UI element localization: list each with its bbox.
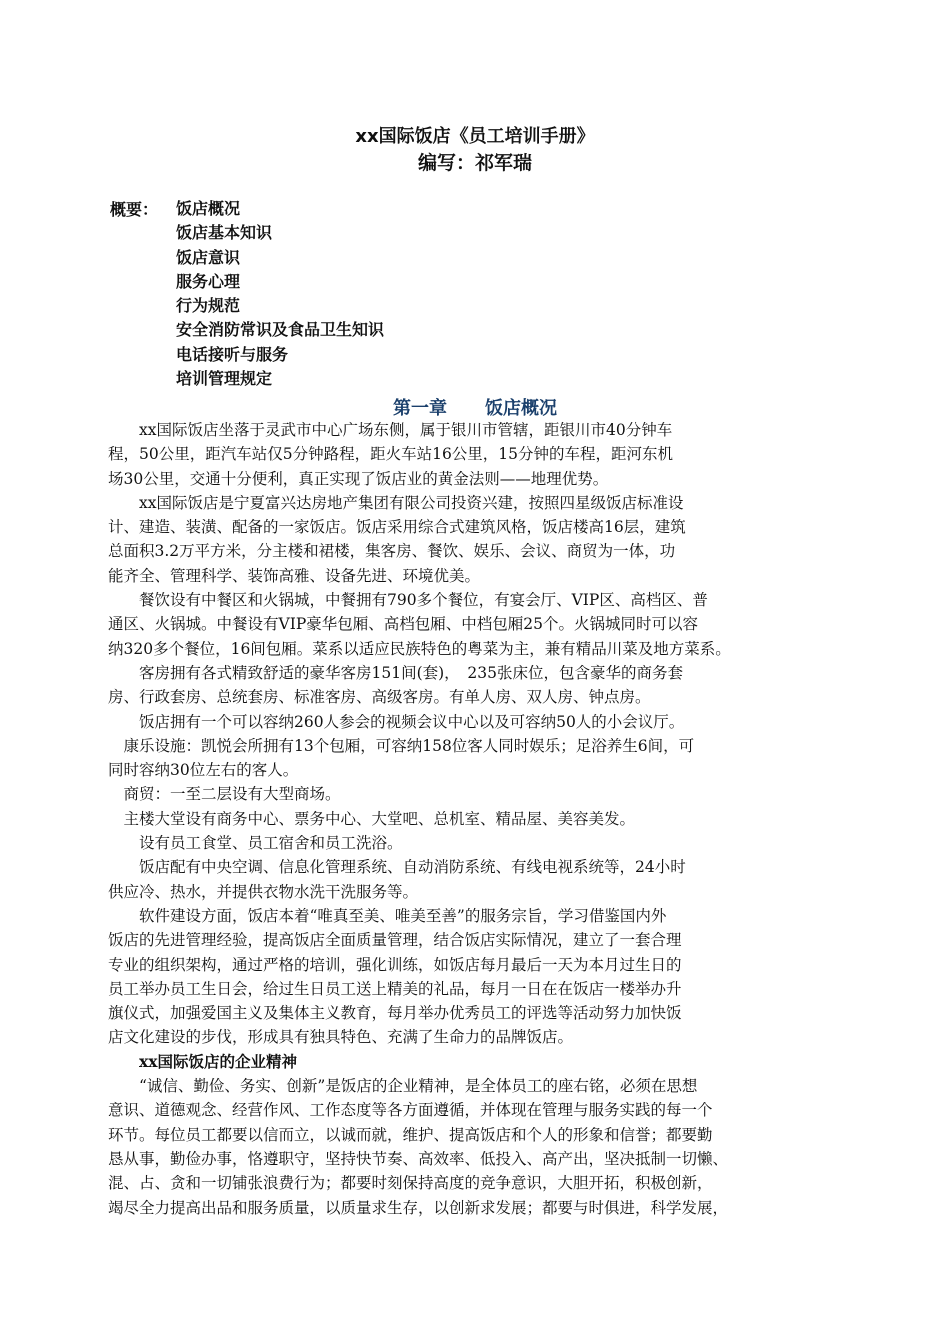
body-line: 设有员工食堂、员工宿舍和员工洗浴。 — [108, 834, 403, 853]
toc-item: 培训管理规定 — [176, 369, 273, 389]
document-author: 编写：祁军瑞 — [417, 152, 532, 174]
body-line: 纳320多个餐位，16间包厢。菜系以适应民族特色的粤菜为主，兼有精品川菜及地方菜系。 — [108, 639, 731, 658]
body-line: 饭店配有中央空调、信息化管理系统、自动消防系统、有线电视系统等，24小时 — [108, 858, 686, 877]
body-line: 能齐全、管理科学、装饰高雅、设备先进、环境优美。 — [108, 566, 481, 585]
body-line: 通区、火锅城。中餐设有VIP豪华包厢、高档包厢、中档包厢25个。火锅城同时可以容 — [108, 615, 698, 634]
chapter-number: 第一章 — [393, 398, 447, 419]
body-line: 客房拥有各式精致舒适的豪华客房151间(套)， 235张床位，包含豪华的商务套 — [108, 663, 684, 682]
body-line: 环节。每位员工都要以信而立，以诚而就，维护、提高饭店和个人的形象和信誉；都要勤 — [108, 1125, 713, 1144]
body-text — [108, 418, 868, 1220]
body-line: 场30公里，交通十分便利，真正实现了饭店业的黄金法则——地理优势。 — [108, 469, 609, 488]
body-line: 房、行政套房、总统套房、标准客房、高级客房。有单人房、双人房、钟点房。 — [108, 688, 651, 707]
body-line: 供应冷、热水，并提供衣物水洗干洗服务等。 — [108, 882, 419, 901]
body-line: 专业的组织架构，通过严格的培训，强化训练，如饭店每月最后一天为本月过生日的 — [108, 955, 682, 974]
toc-item: 饭店基本知识 — [176, 223, 273, 243]
toc-item: 服务心理 — [176, 271, 241, 291]
body-line: 店文化建设的步伐，形成具有独具特色、充满了生命力的品牌饭店。 — [108, 1028, 574, 1047]
body-line: xx国际饭店是宁夏富兴达房地产集团有限公司投资兴建，按照四星级饭店标准设 — [108, 493, 684, 512]
table-of-contents — [176, 197, 384, 391]
body-line: 混、占、贪和一切铺张浪费行为；都要时刻保持高度的竞争意识，大胆开拓，积极创新， — [108, 1174, 713, 1193]
body-line: 旗仪式，加强爱国主义及集体主义教育，每月举办优秀员工的评选等活动努力加快饭 — [108, 1004, 682, 1023]
body-line: 餐饮设有中餐区和火锅城，中餐拥有790多个餐位，有宴会厅、VIP区、高档区、普 — [108, 591, 708, 610]
body-line: 竭尽全力提高出品和服务质量，以质量求生存，以创新求发展；都要与时俱进，科学发展， — [108, 1198, 729, 1217]
body-line: 意识、道德观念、经营作风、工作态度等各方面遵循，并体现在管理与服务实践的每一个 — [108, 1101, 713, 1120]
body-line: 饭店拥有一个可以容纳260人参会的视频会议中心以及可容纳50人的小会议厅。 — [108, 712, 685, 731]
toc-item: 饭店概况 — [176, 199, 241, 218]
chapter-heading — [0, 394, 950, 420]
body-line: 总面积3.2万平方米，分主楼和裙楼，集客房、餐饮、娱乐、会议、商贸为一体，功 — [108, 542, 676, 561]
body-line: 主楼大堂设有商务中心、票务中心、大堂吧、总机室、精品屋、美容美发。 — [108, 809, 636, 828]
toc-item: 饭店意识 — [176, 247, 241, 267]
body-line: 同时容纳30位左右的客人。 — [108, 761, 299, 780]
document-title: xx国际饭店《员工培训手册》 — [355, 126, 595, 147]
body-line: 恳从事，勤俭办事，恪遵职守，坚持快节奏、高效率、低投入、高产出，坚决抵制一切懒、 — [108, 1149, 729, 1168]
body-line: xx国际饭店坐落于灵武市中心广场东侧，属于银川市管辖，距银川市40分钟车 — [108, 421, 673, 439]
toc-item: 安全消防常识及食品卫生知识 — [176, 320, 385, 340]
body-line: 软件建设方面，饭店本着“唯真至美、唯美至善”的服务宗旨，学习借鉴国内外 — [108, 906, 667, 925]
body-line: “诚信、勤俭、务实、创新”是饭店的企业精神，是全体员工的座右铭，必须在思想 — [108, 1077, 698, 1096]
body-line: 商贸：一至二层设有大型商场。 — [108, 785, 341, 804]
body-line: 饭店的先进管理经验，提高饭店全面质量管理，结合饭店实际情况，建立了一套合理 — [108, 931, 682, 950]
toc-item: 电话接听与服务 — [176, 344, 289, 364]
body-line: 员工举办员工生日会，给过生日员工送上精美的礼品，每月一日在在饭店一楼举办升 — [108, 979, 682, 998]
body-line: 计、建造、装潢、配备的一家饭店。饭店采用综合式建筑风格，饭店楼高16层，建筑 — [108, 518, 686, 537]
chapter-name: 饭店概况 — [485, 398, 557, 419]
section-heading: xx国际饭店的企业精神 — [108, 1051, 297, 1071]
toc-item: 行为规范 — [176, 296, 241, 316]
body-line: 康乐设施：凯悦会所拥有13个包厢，可容纳158位客人同时娱乐；足浴养生6间，可 — [108, 736, 695, 755]
toc-label: 概要： — [110, 200, 159, 219]
body-line: 程，50公里，距汽车站仅5分钟路程，距火车站16公里，15分钟的车程，距河东机 — [108, 445, 674, 464]
